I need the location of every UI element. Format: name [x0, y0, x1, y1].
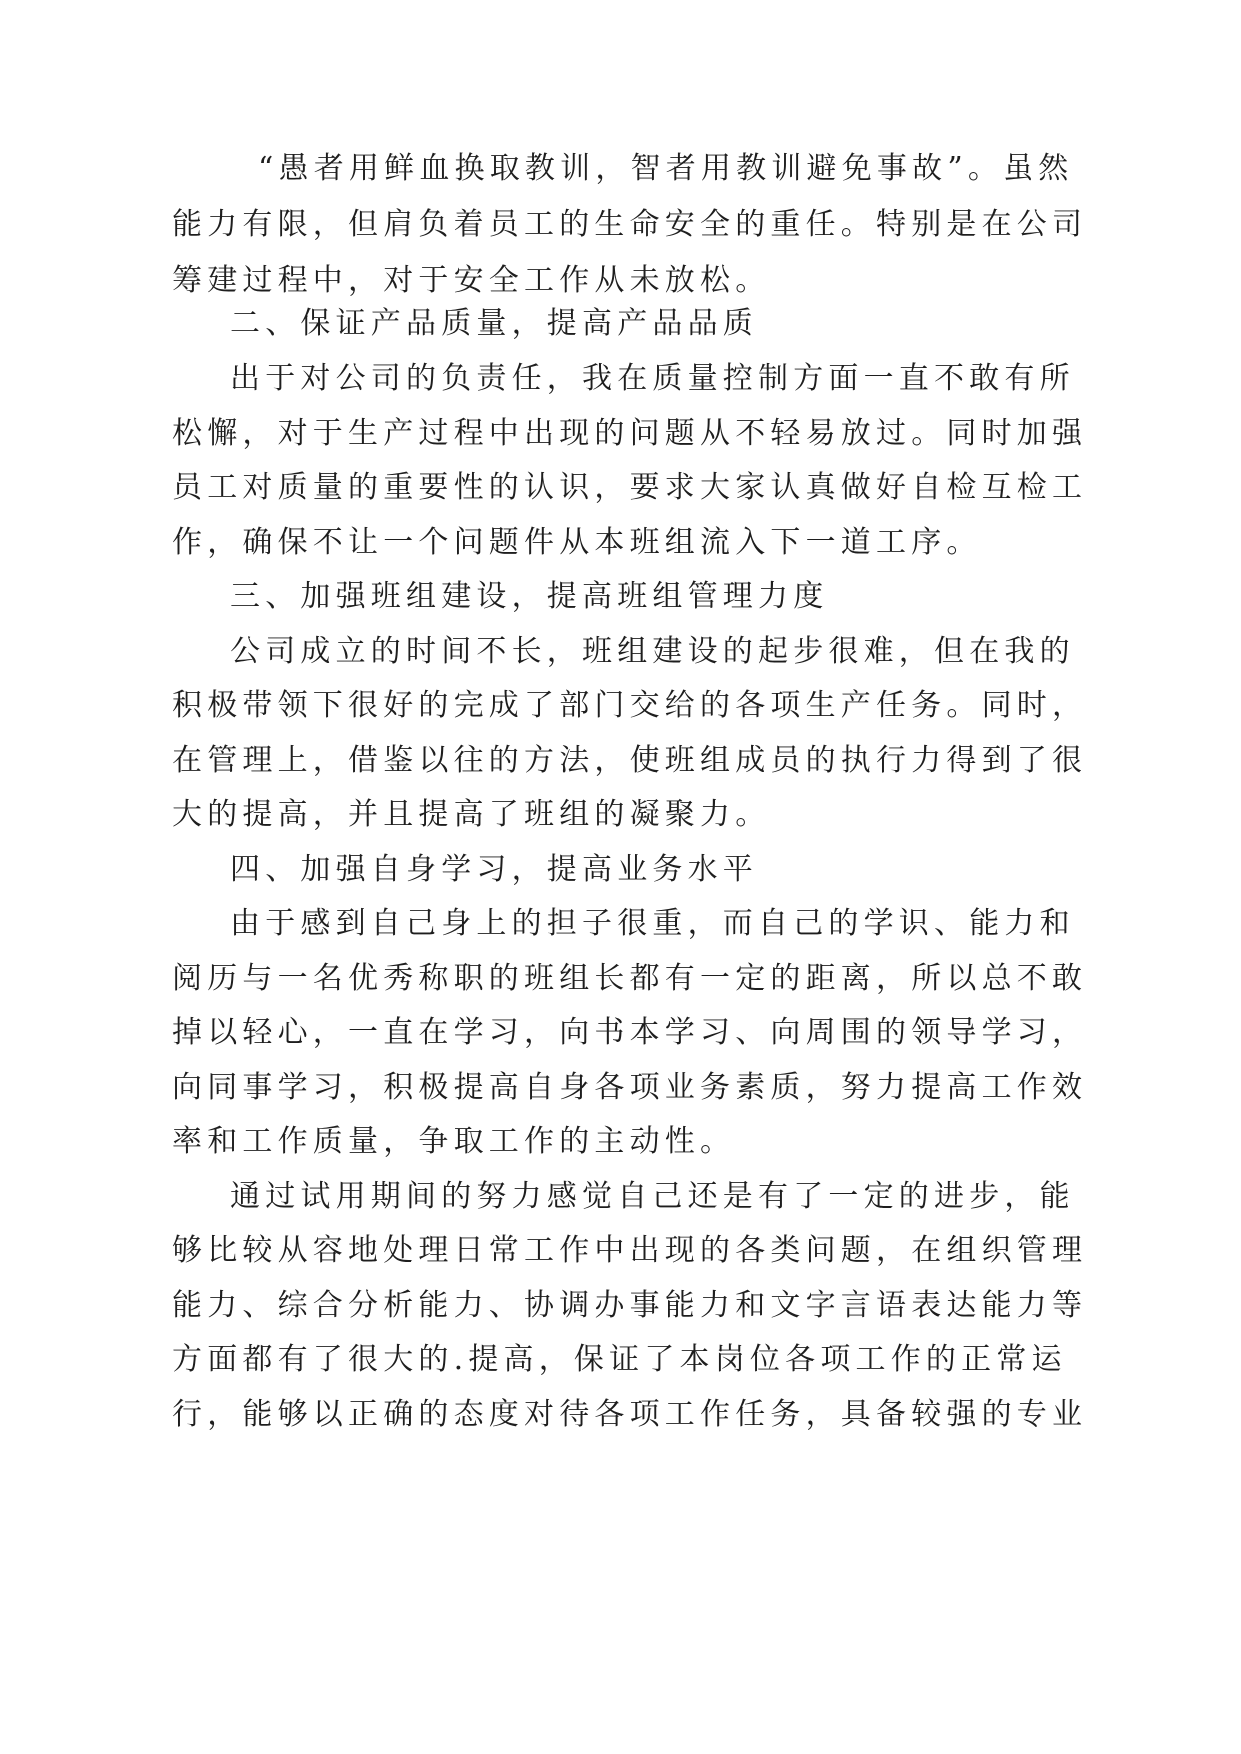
text-line: 能力有限，但肩负着员工的生命安全的重任。特别是在公司: [172, 207, 1088, 242]
text-line: 率和工作质量，争取工作的主动性。: [172, 1124, 736, 1159]
text-line: 由于感到自己身上的担子很重，而自己的学识、能力和: [230, 906, 1075, 941]
text-line: 积极带领下很好的完成了部门交给的各项生产任务。同时，: [172, 688, 1088, 723]
section-heading: 三、加强班组建设，提高班组管理力度: [230, 579, 829, 614]
text-line: 作，确保不让一个问题件从本班组流入下一道工序。: [172, 525, 982, 560]
section-heading: 四、加强自身学习，提高业务水平: [230, 852, 758, 887]
text-line: 员工对质量的重要性的认识，要求大家认真做好自检互检工: [172, 470, 1088, 505]
text-line: 能力、综合分析能力、协调办事能力和文字言语表达能力等: [172, 1288, 1088, 1323]
text-line: 方面都有了很大的.提高，保证了本岗位各项工作的正常运: [172, 1342, 1067, 1377]
section-heading: 二、保证产品质量，提高产品品质: [230, 306, 758, 341]
text-line: 向同事学习，积极提高自身各项业务素质，努力提高工作效: [172, 1070, 1088, 1105]
text-line: 大的提高，并且提高了班组的凝聚力。: [172, 797, 771, 832]
text-line: 掉以轻心，一直在学习，向书本学习、向周围的领导学习，: [172, 1015, 1088, 1050]
text-line: 出于对公司的负责任，我在质量控制方面一直不敢有所: [230, 361, 1075, 396]
text-line: 通过试用期间的努力感觉自己还是有了一定的进步，能: [230, 1179, 1075, 1214]
text-line: 阅历与一名优秀称职的班组长都有一定的距离，所以总不敢: [172, 961, 1088, 996]
text-line: “愚者用鲜血换取教训，智者用教训避免事故”。虽然: [258, 151, 1074, 186]
text-line: 够比较从容地处理日常工作中出现的各类问题，在组织管理: [172, 1233, 1088, 1268]
text-line: 在管理上，借鉴以往的方法，使班组成员的执行力得到了很: [172, 743, 1088, 778]
text-line: 公司成立的时间不长，班组建设的起步很难，但在我的: [230, 634, 1075, 669]
text-line: 筹建过程中，对于安全工作从未放松。: [172, 263, 771, 298]
text-line: 行，能够以正确的态度对待各项工作任务，具备较强的专业: [172, 1397, 1088, 1432]
text-line: 松懈，对于生产过程中出现的问题从不轻易放过。同时加强: [172, 416, 1088, 451]
